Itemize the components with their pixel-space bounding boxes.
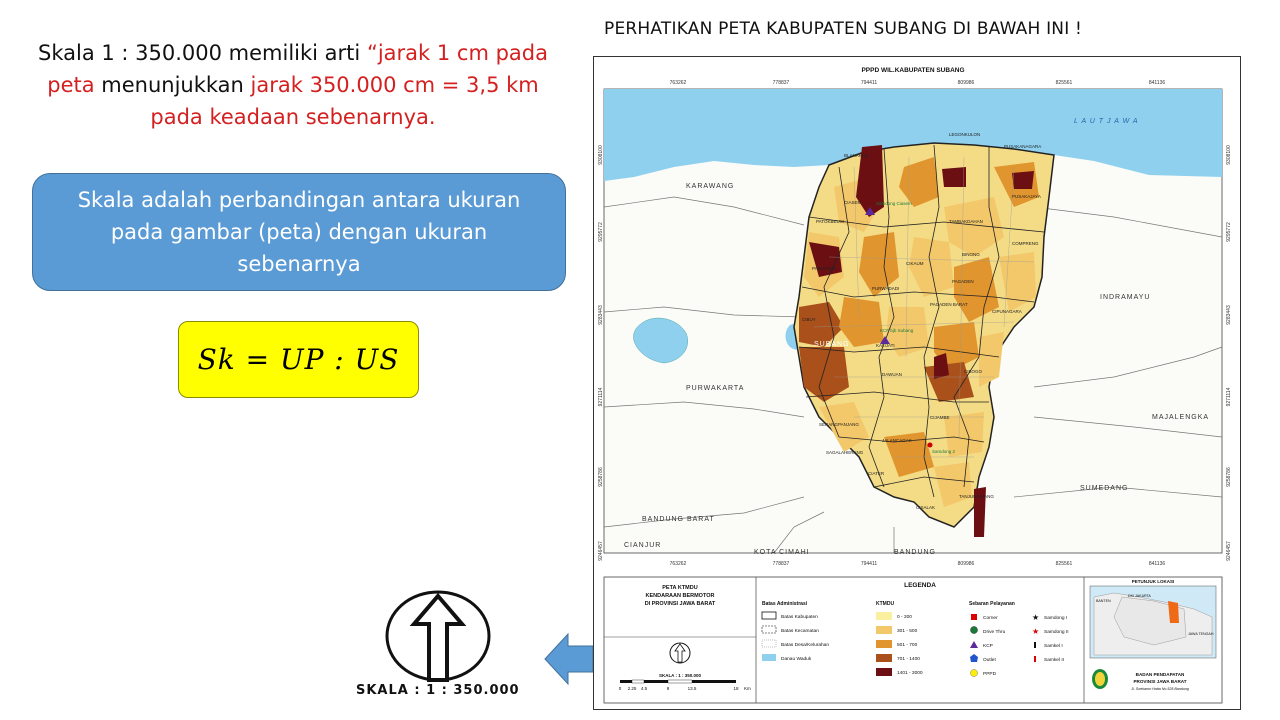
x-tick-label: 825561 — [1055, 561, 1073, 567]
x-tick-label: 778837 — [772, 561, 790, 567]
label-cianjur: CIANJUR — [624, 542, 662, 549]
ktmdu-swatch — [876, 612, 892, 620]
info-title-line3: DI PROVINSI JAWA BARAT — [644, 601, 716, 607]
district-label: PATOKBEUSI — [816, 219, 845, 224]
legend-service-item: Outlet — [983, 658, 996, 663]
district-label: TAMBAKDAHAN — [949, 219, 983, 224]
map-heading: PERHATIKAN PETA KABUPATEN SUBANG DI BAWAH INI ! — [604, 19, 1083, 39]
y-tick-label: 9271114 — [598, 387, 604, 407]
x-tick-label: 778837 — [772, 80, 790, 86]
x-ticks-bottom — [670, 561, 1166, 567]
y-tick-label: 9295772 — [1226, 222, 1232, 242]
formula-box — [178, 321, 419, 398]
scale-text-part4: jarak 350.000 cm = 3,5 km pada keadaan sebenarnya. — [150, 73, 539, 129]
x-tick-label: 841136 — [1148, 561, 1166, 567]
scale-text-part1: Skala 1 : 350.000 memiliki arti — [38, 41, 367, 65]
x-tick-label: 809986 — [957, 80, 975, 86]
district-label: PABUARAN — [812, 266, 837, 271]
district-label: SERANGPANJANG — [819, 422, 859, 427]
y-tick-label: 9246457 — [598, 541, 604, 561]
district-patch-dark — [1012, 171, 1034, 189]
label-kota-cimahi: KOTA CIMAHI — [754, 549, 810, 556]
legend-ktmdu-item: 0 - 300 — [897, 615, 912, 620]
district-label: CIBOGO — [964, 369, 983, 374]
samkel1-icon — [1034, 642, 1036, 648]
district-label: PAGADEN — [952, 279, 974, 284]
mini-scale-tick: 0 — [618, 686, 622, 691]
legend-service-item: Corner — [983, 616, 998, 621]
district-label: DAWUAN — [882, 372, 902, 377]
legend-service-item: Samdong II — [1044, 630, 1069, 635]
mini-scale-tick: 18 — [733, 686, 739, 691]
district-label: PUSAKANAGARA — [1004, 144, 1042, 149]
district-label: PURWADADI — [872, 286, 900, 291]
district-label: CIJAMBE — [930, 415, 950, 420]
corner-icon — [971, 614, 977, 620]
samdong2-icon: ★ — [1032, 627, 1040, 636]
scale-text-part3: menunjukkan — [94, 73, 251, 97]
definition-text: Skala adalah perbandingan antara ukuran pada gambar (peta) dengan ukuran sebenarnya — [77, 188, 521, 276]
district-label: CIASEM — [844, 200, 862, 205]
ktmdu-swatch — [876, 654, 892, 662]
formula-text: Sk = UP : US — [197, 343, 400, 376]
legend-service-item: KCP — [983, 644, 993, 649]
label-karawang: KARAWANG — [686, 183, 735, 190]
district-label: COMPRENG — [1012, 241, 1039, 246]
district-label: SAGALAHERANG — [826, 450, 864, 455]
info-title-line2: KENDARAAN BERMOTOR — [645, 593, 715, 599]
service-label: Samdong 2 — [932, 449, 956, 454]
district-label: CIBUY — [802, 317, 816, 322]
y-tick-label: 9258786 — [598, 467, 604, 487]
district-label: JALANCAGAK — [882, 438, 912, 443]
legend-admin-item: Batas Desa/Kelurahan — [781, 643, 829, 648]
legend-ktmdu-item: 701 - 1400 — [897, 657, 920, 662]
samdong1-icon: ★ — [1032, 613, 1040, 622]
label-bandung: BANDUNG — [894, 549, 937, 556]
mini-scale-unit: Km — [744, 686, 751, 691]
legend-service-item: Samdong I — [1044, 616, 1068, 621]
district-label: TANJUNGSIANG — [959, 494, 994, 499]
label-purwakarta: PURWAKARTA — [686, 385, 745, 392]
location-title: PETUNJUK LOKASI — [1131, 579, 1175, 584]
mini-scale-tick: 9 — [666, 686, 670, 691]
legend-admin-item: Batas Kabupaten — [781, 615, 818, 620]
mini-scale-tick: 2.25 — [627, 686, 637, 691]
mini-scale-tick: 4.5 — [640, 686, 648, 691]
district-label: CIKAUM — [906, 261, 924, 266]
district-label: CISALAK — [916, 505, 936, 510]
scale-explanation — [26, 37, 560, 133]
legend-admin-item: Batas Kecamatan — [781, 629, 819, 634]
location-label: DKI JAKARTA — [1128, 594, 1151, 598]
legend-admin-title: Batas Administrasi — [762, 601, 808, 607]
y-tick-label: 9308100 — [598, 145, 604, 165]
agency-logo-icon — [1092, 669, 1108, 689]
service-label: Samdong Ciasem — [876, 201, 912, 206]
district-patch-dark — [942, 167, 966, 187]
agency-line3: Jl. Soekarno Hatta No.528 Bandung — [1131, 687, 1189, 691]
left-arrow-icon — [544, 632, 594, 686]
legend-ktmdu-item: 1401 - 3000 — [897, 671, 923, 676]
y-ticks-right — [1226, 145, 1232, 561]
map-title: PPPD WIL.KABUPATEN SUBANG — [861, 67, 965, 74]
mini-scale-tick: 13.5 — [687, 686, 697, 691]
x-tick-label: 763262 — [669, 561, 687, 567]
legend-service-item: Samkel I — [1044, 644, 1063, 649]
legend-service-item: Drive Thru — [983, 630, 1006, 635]
ktmdu-swatch — [876, 626, 892, 634]
y-tick-label: 9283443 — [598, 305, 604, 325]
district-label: CIATER — [868, 471, 885, 476]
district-label: LEGONKULON — [949, 132, 981, 137]
map-frame — [593, 56, 1241, 710]
label-indramayu: INDRAMAYU — [1100, 294, 1151, 301]
label-subang: SUBANG — [814, 341, 850, 348]
mini-scale-bar — [620, 680, 736, 683]
samdong-marker-icon — [928, 443, 933, 448]
location-label: BANTEN — [1096, 599, 1111, 603]
y-tick-label: 9308100 — [1226, 145, 1232, 165]
legend-ktmdu-title: KTMDU — [876, 601, 895, 607]
north-arrow-icon — [385, 590, 491, 682]
mini-scale-label: SKALA : 1 : 350.000 — [658, 673, 702, 678]
ktmdu-swatch — [876, 640, 892, 648]
district-label: CIPUNAGARA — [992, 309, 1022, 314]
legend-service-item: PPPD — [983, 672, 997, 677]
legend-service-title: Sebaran Pelayanan — [969, 601, 1015, 607]
x-tick-label: 763262 — [669, 80, 687, 86]
x-tick-label: 825561 — [1055, 80, 1073, 86]
info-title-line1: PETA KTMDU — [662, 585, 698, 591]
x-tick-label: 809986 — [957, 561, 975, 567]
label-sumedang: SUMEDANG — [1080, 485, 1129, 492]
service-label: KCP bjb Subang — [880, 328, 914, 333]
y-tick-label: 9246457 — [1226, 541, 1232, 561]
x-ticks-top — [670, 80, 1166, 86]
label-bandung-barat: BANDUNG BARAT — [642, 516, 715, 523]
x-tick-label: 841136 — [1148, 80, 1166, 86]
location-label: JAWA TENGAH — [1188, 632, 1214, 636]
agency-line2: PROVINSI JAWA BARAT — [1133, 679, 1187, 684]
scale-label: SKALA : 1 : 350.000 — [356, 683, 520, 698]
y-tick-label: 9271114 — [1226, 387, 1232, 407]
legend-title: LEGENDA — [904, 582, 936, 589]
district-label: KALIJATI — [876, 343, 895, 348]
legend-ktmdu-item: 301 - 500 — [897, 629, 918, 634]
subang-map — [594, 57, 1239, 708]
district-label: PUSAKAJAYA — [1012, 194, 1041, 199]
x-tick-label: 794411 — [860, 561, 878, 567]
legend-admin-item: Danau Waduk — [781, 657, 812, 662]
definition-box — [32, 173, 566, 291]
drive-thru-icon — [971, 627, 978, 634]
ktmdu-swatch — [876, 668, 892, 676]
district-label: BLANAKAN — [844, 153, 869, 158]
x-tick-label: 794411 — [860, 80, 878, 86]
legend-ktmdu-item: 501 - 700 — [897, 643, 918, 648]
label-laut-jawa: L A U T J A W A — [1074, 118, 1139, 125]
district-label: PAGADEN BARAT — [930, 302, 968, 307]
y-tick-label: 9258786 — [1226, 467, 1232, 487]
scale-text-part2: “jarak 1 cm pada peta — [47, 41, 548, 97]
district-label: BINONG — [962, 252, 980, 257]
label-majalengka: MAJALENGKA — [1152, 414, 1210, 421]
legend-service-item: Samkel II — [1044, 658, 1064, 663]
pppd-icon — [971, 670, 978, 677]
y-tick-label: 9283443 — [1226, 305, 1232, 325]
y-tick-label: 9295772 — [598, 222, 604, 242]
y-ticks-left — [598, 145, 604, 561]
samkel2-icon — [1034, 656, 1036, 662]
agency-line1: BADAN PENDAPATAN — [1135, 672, 1185, 677]
